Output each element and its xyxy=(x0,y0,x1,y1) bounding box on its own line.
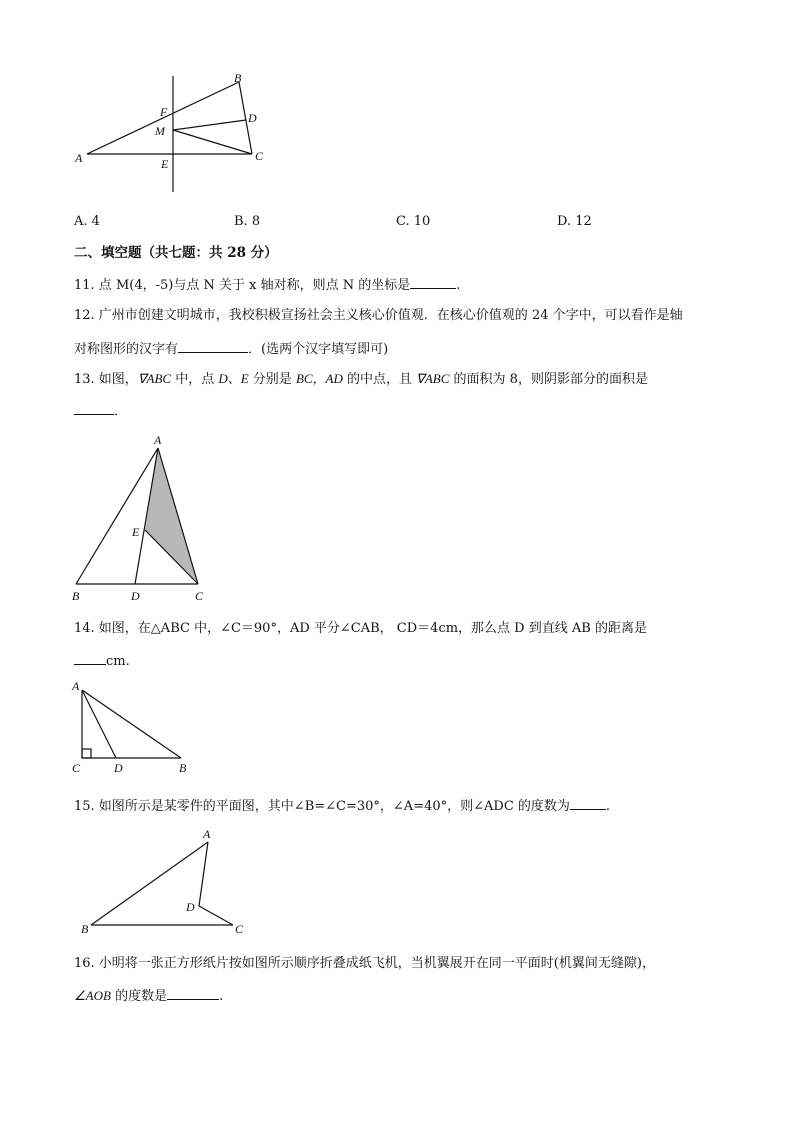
question-12-line1: 12. 广州市创建文明城市，我校积极宣扬社会主义核心价值观．在核心价值观的 24 个字中，可以看作是轴 xyxy=(74,308,683,323)
line-mc xyxy=(173,130,252,154)
q13-part4: 的中点，且 xyxy=(342,372,417,387)
line-ab xyxy=(82,690,181,758)
label-d: D xyxy=(248,111,257,125)
q13-segments: BC，AD xyxy=(295,371,343,386)
label-c: C xyxy=(72,761,81,775)
q13-triangle-abc: ∇ABC xyxy=(137,371,172,386)
line-ad xyxy=(82,690,116,758)
q13-part5: 的面积为 8，则阴影部分的面积是 xyxy=(449,372,648,387)
option-b: B. 8 xyxy=(234,214,261,229)
option-c: C. 10 xyxy=(396,214,431,229)
question-16-line2 xyxy=(74,987,223,1005)
option-a: A. 4 xyxy=(74,214,100,229)
question-15 xyxy=(74,797,610,815)
label-c: C xyxy=(235,922,244,936)
q16-answer-blank[interactable] xyxy=(167,987,219,1000)
q13-points-de: D、E xyxy=(218,371,249,386)
q12-line2-pre: 对称图形的汉字有 xyxy=(74,342,179,357)
question-13-line2 xyxy=(74,402,127,420)
question-14-line1: 14. 如图，在△ABC 中，∠C＝90°，AD 平分∠CAB， CD＝4cm，那么点 D 到直线 AB 的距离是 xyxy=(74,621,647,636)
q15-text: 15. 如图所示是某零件的平面图，其中∠B=∠C=30°，∠A=40°，则∠ADC 的度数为 xyxy=(74,799,570,814)
label-e: E xyxy=(161,157,169,171)
label-b: B xyxy=(72,589,80,603)
q13-part3: 分别是 xyxy=(248,372,296,387)
q12-line2-post: ．(选两个汉字填写即可) xyxy=(248,342,389,357)
question-12-line2 xyxy=(74,340,388,358)
q13-part2: 中，点 xyxy=(171,372,219,387)
question-14-line2 xyxy=(74,652,130,670)
q13-part1: 13. 如图， xyxy=(74,372,138,387)
q13-triangle-abc-2: ∇ABC xyxy=(416,371,450,386)
label-b: B xyxy=(179,761,187,775)
section-title: 二、填空题（共七题：共 28 分） xyxy=(74,245,278,261)
question-11 xyxy=(74,276,460,294)
line-dc xyxy=(199,906,233,925)
q11-text: 11. 点 M(4，-5)与点 N 关于 x 轴对称，则点 N 的坐标是 xyxy=(74,278,411,293)
q15-tail: . xyxy=(605,799,611,814)
label-b: B xyxy=(81,922,89,936)
option-d: D. 12 xyxy=(557,214,592,229)
q11-tail: . xyxy=(456,278,461,293)
q16-mid: 的度数是 xyxy=(110,989,168,1004)
label-c: C xyxy=(255,149,264,163)
label-a: A xyxy=(154,433,162,447)
q16-tail: . xyxy=(219,989,224,1004)
shaded-region xyxy=(145,448,198,584)
label-b: B xyxy=(234,71,242,85)
label-d: D xyxy=(186,900,195,914)
figure-q13 xyxy=(68,428,218,604)
q14-tail: cm. xyxy=(106,654,130,669)
figure-q14 xyxy=(68,676,198,776)
q15-answer-blank[interactable] xyxy=(570,797,606,810)
right-angle-mark xyxy=(82,749,91,758)
q16-angle: ∠AOB xyxy=(74,988,111,1003)
q13-tail: ． xyxy=(114,404,128,419)
label-f: F xyxy=(160,105,168,119)
figure-q15 xyxy=(76,826,256,938)
label-d: D xyxy=(131,589,140,603)
q14-answer-blank[interactable] xyxy=(74,652,106,665)
q11-answer-blank[interactable] xyxy=(410,276,456,289)
label-d: D xyxy=(114,761,123,775)
line-ab xyxy=(76,448,158,584)
figure-q10 xyxy=(70,68,280,196)
label-e: E xyxy=(132,525,140,539)
question-16-line1: 16. 小明将一张正方形纸片按如图所示顺序折叠成纸飞机，当机翼展开在同一平面时(机翼间无缝隙)， xyxy=(74,956,655,971)
line-ad xyxy=(199,842,208,906)
q12-answer-blank[interactable] xyxy=(178,340,248,353)
q13-answer-blank[interactable] xyxy=(74,402,114,415)
label-c: C xyxy=(195,589,204,603)
question-13-line1 xyxy=(74,371,648,388)
label-a: A xyxy=(203,827,211,841)
label-m: M xyxy=(155,124,165,138)
label-a: A xyxy=(72,679,80,693)
label-a: A xyxy=(75,151,83,165)
line-md xyxy=(173,120,246,130)
